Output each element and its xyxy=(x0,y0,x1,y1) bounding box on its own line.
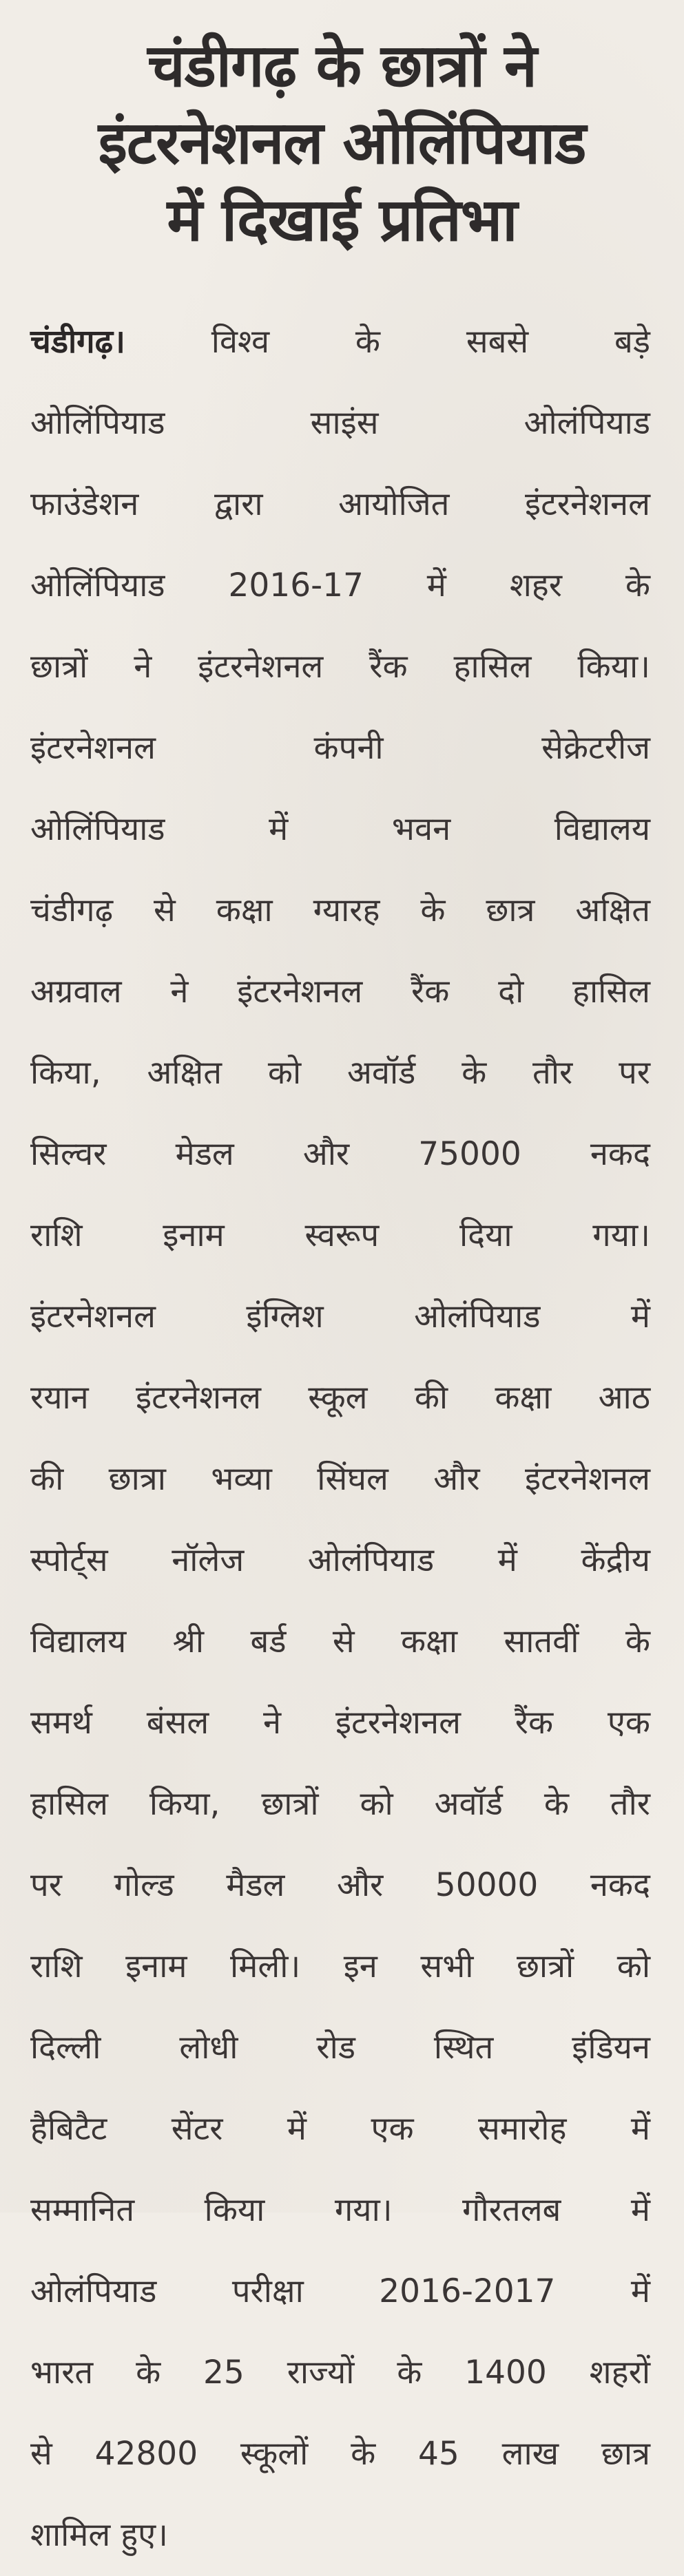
headline-line-1: चंडीगढ़ के छात्रों ने xyxy=(147,32,537,101)
article-line: ओलिंपियाड साइंस ओलंपियाड xyxy=(30,404,650,442)
article-line: शामिल हुए। xyxy=(30,2516,168,2554)
article-line: अग्रवाल ने इंटरनेशनल रैंक दो हासिल xyxy=(30,973,650,1011)
article-line: रयान इंटरनेशनल स्कूल की कक्षा आठ xyxy=(30,1379,650,1417)
article-line: राशि इनाम मिली। इन सभी छात्रों को xyxy=(30,1947,650,1985)
dateline: चंडीगढ़। xyxy=(30,323,125,361)
article-line-text: विश्व के सबसे बड़े xyxy=(125,323,650,361)
headline xyxy=(28,28,656,259)
article-line: ओलिंपियाड में भवन विद्यालय xyxy=(30,810,650,848)
article-line: समर्थ बंसल ने इंटरनेशनल रैंक एक xyxy=(30,1704,650,1742)
article-line: ओलंपियाड परीक्षा 2016-2017 में xyxy=(30,2272,650,2310)
article-line: की छात्रा भव्या सिंघल और इंटरनेशनल xyxy=(30,1460,650,1498)
article-line: राशि इनाम स्वरूप दिया गया। xyxy=(30,1216,650,1254)
article-line: हासिल किया, छात्रों को अवॉर्ड के तौर xyxy=(30,1785,650,1823)
article-line: पर गोल्ड मैडल और 50000 नकद xyxy=(30,1866,650,1904)
article-line: इंटरनेशनल इंग्लिश ओलंपियाड में xyxy=(30,1298,650,1335)
article-line xyxy=(30,302,650,383)
headline-line-3: में दिखाई प्रतिभा xyxy=(167,186,517,255)
headline-line-2: इंटरनेशनल ओलिंपियाड xyxy=(98,109,586,178)
article-line: हैबिटैट सेंटर में एक समारोह में xyxy=(30,2110,650,2148)
article-line: दिल्ली लोधी रोड स्थित इंडियन xyxy=(30,2029,650,2067)
article-line: विद्यालय श्री बर्ड से कक्षा सातवीं के xyxy=(30,1623,650,1660)
article-line: ओलिंपियाड 2016-17 में शहर के xyxy=(30,567,650,604)
article-line: किया, अक्षित को अवॉर्ड के तौर पर xyxy=(30,1054,650,1092)
article-line: सम्मानित किया गया। गौरतलब में xyxy=(30,2191,650,2229)
article-line: सिल्वर मेडल और 75000 नकद xyxy=(30,1135,650,1173)
article-line: से 42800 स्कूलों के 45 लाख छात्र xyxy=(30,2435,650,2473)
article-line: भारत के 25 राज्यों के 1400 शहरों xyxy=(30,2354,650,2392)
article-line: छात्रों ने इंटरनेशनल रैंक हासिल किया। xyxy=(30,648,650,686)
article-body xyxy=(30,302,650,2576)
article-line: स्पोर्ट्स नॉलेज ओलंपियाड में केंद्रीय xyxy=(30,1541,650,1579)
article-line: चंडीगढ़ से कक्षा ग्यारह के छात्र अक्षित xyxy=(30,891,650,929)
article-line: फाउंडेशन द्वारा आयोजित इंटरनेशनल xyxy=(30,485,650,523)
article-line: इंटरनेशनल कंपनी सेक्रेटरीज xyxy=(30,729,650,767)
